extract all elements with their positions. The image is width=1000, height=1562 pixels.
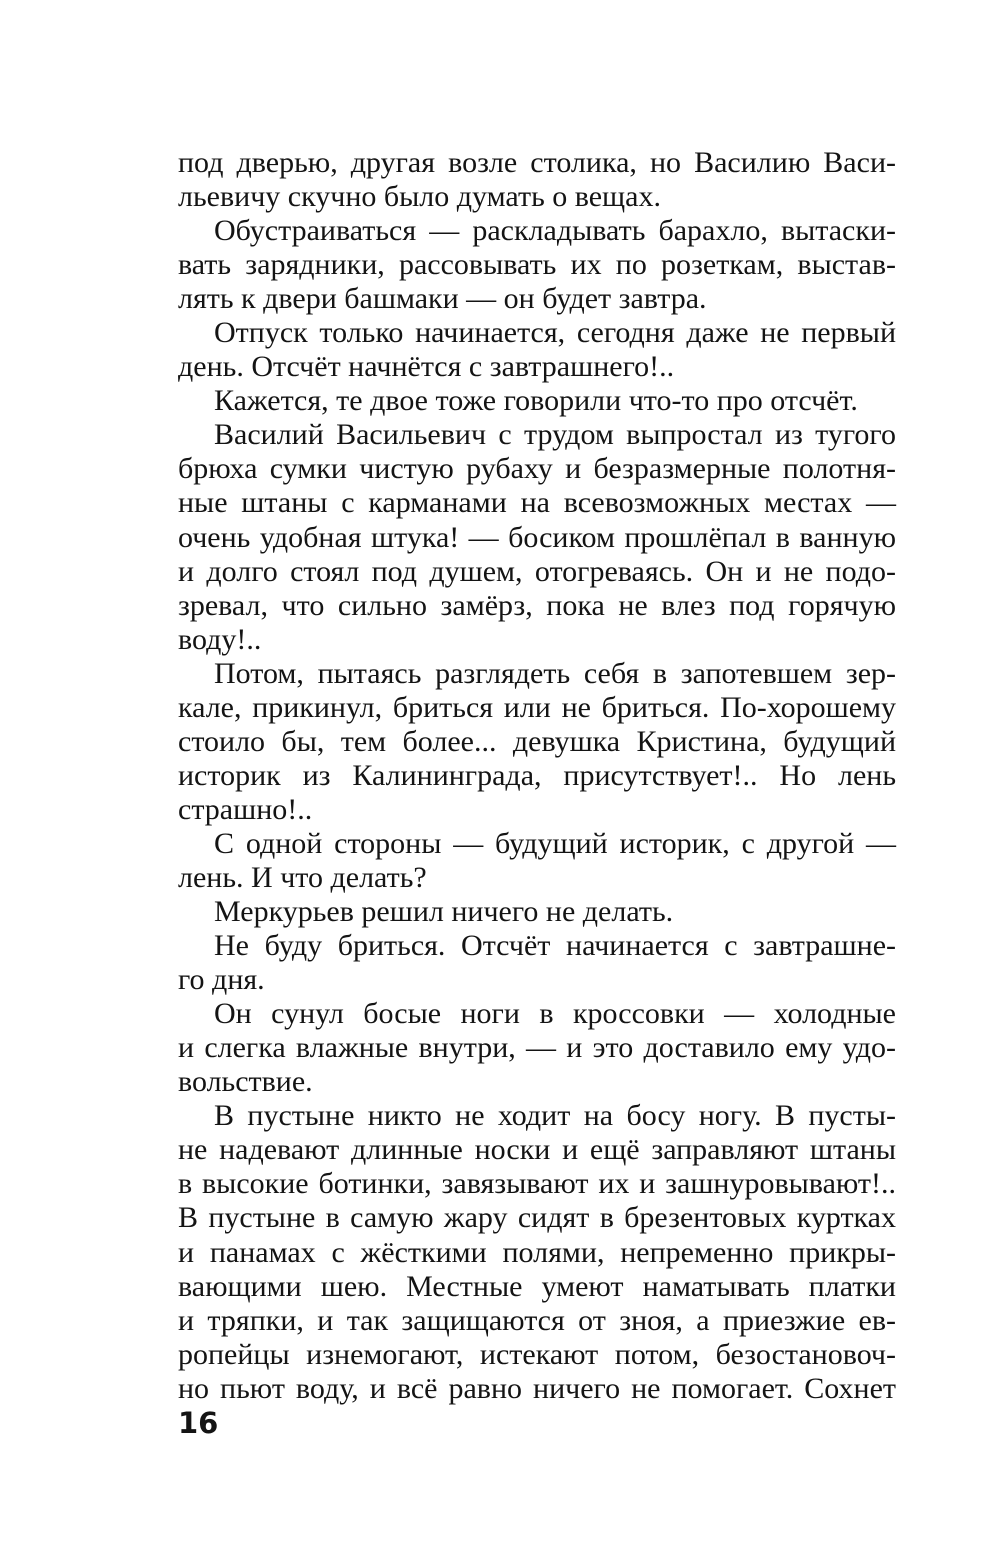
text-line: не надевают длинные носки и ещё заправляют штаны [178,1133,896,1167]
text-line: воду!.. [178,622,262,656]
body-text [178,146,896,1406]
page-number: 16 [178,1406,219,1440]
text-line: стоило бы, тем более... девушка Кристина, будущий [178,724,896,758]
text-line: кале, прикинул, бриться или не бриться. По-хорошему [178,690,896,724]
text-line: вать зарядники, рассовывать их по розеткам, выстав- [178,248,896,282]
text-line: под дверью, другая возле столика, но Василию Васи- [178,146,896,179]
text-line: Он сунул босые ноги в кроссовки — холодные [214,997,896,1031]
text-line: Обустраиваться — раскладывать барахло, вытаски- [214,214,896,248]
text-line: Не буду бриться. Отсчёт начинается с завтрашне- [214,929,896,963]
text-line: В пустыне никто не ходит на босу ногу. В пусты- [214,1099,896,1133]
text-line: и панамах с жёсткими полями, непременно прикры- [178,1235,896,1269]
text-line: день. Отсчёт начнётся с завтрашнего!.. [178,350,675,384]
text-line: ные штаны с карманами на всевозможных местах — [178,486,896,520]
text-line: Меркурьев решил ничего не делать. [214,895,674,929]
text-line: Василий Васильевич с трудом выпростал из тугого [214,418,896,452]
text-line: лять к двери башмаки — он будет завтра. [178,282,707,316]
text-line: го дня. [178,963,265,997]
text-line: брюха сумки чистую рубаху и безразмерные полотня- [178,452,896,486]
text-line: льевичу скучно было думать о вещах. [178,180,661,214]
text-line: лень. И что делать? [178,860,427,894]
text-line: но пьют воду, и всё равно ничего не помогает. Сохнет [178,1371,896,1405]
text-line: зревал, что сильно замёрз, пока не влез под горячую [178,588,896,622]
text-line: С одной стороны — будущий историк, с другой — [214,826,896,860]
text-line: очень удобная штука! — босиком прошлёпал в ванную [178,520,896,554]
text-line: Потом, пытаясь разглядеть себя в запотевшем зер- [214,656,896,690]
text-line: и долго стоял под душем, отогреваясь. Он и не подо- [178,554,896,588]
text-line: вающими шею. Местные умеют наматывать платки [178,1269,896,1303]
text-line: и слегка влажные внутри, — и это доставило ему удо- [178,1031,896,1065]
text-line: вольствие. [178,1065,313,1099]
text-line: историк из Калининграда, присутствует!.. Но лень [178,758,896,792]
text-line: В пустыне в самую жару сидят в брезентовых куртках [178,1201,896,1235]
text-line: в высокие ботинки, завязывают их и зашнуровывают!.. [178,1167,896,1201]
text-line: ропейцы изнемогают, истекают потом, безостановоч- [178,1337,896,1371]
text-line: страшно!.. [178,792,313,826]
text-line: Кажется, те двое тоже говорили что-то про отсчёт. [214,384,858,418]
text-line: и тряпки, и так защищаются от зноя, а приезжие ев- [178,1303,896,1337]
text-line: Отпуск только начинается, сегодня даже не первый [214,316,896,350]
